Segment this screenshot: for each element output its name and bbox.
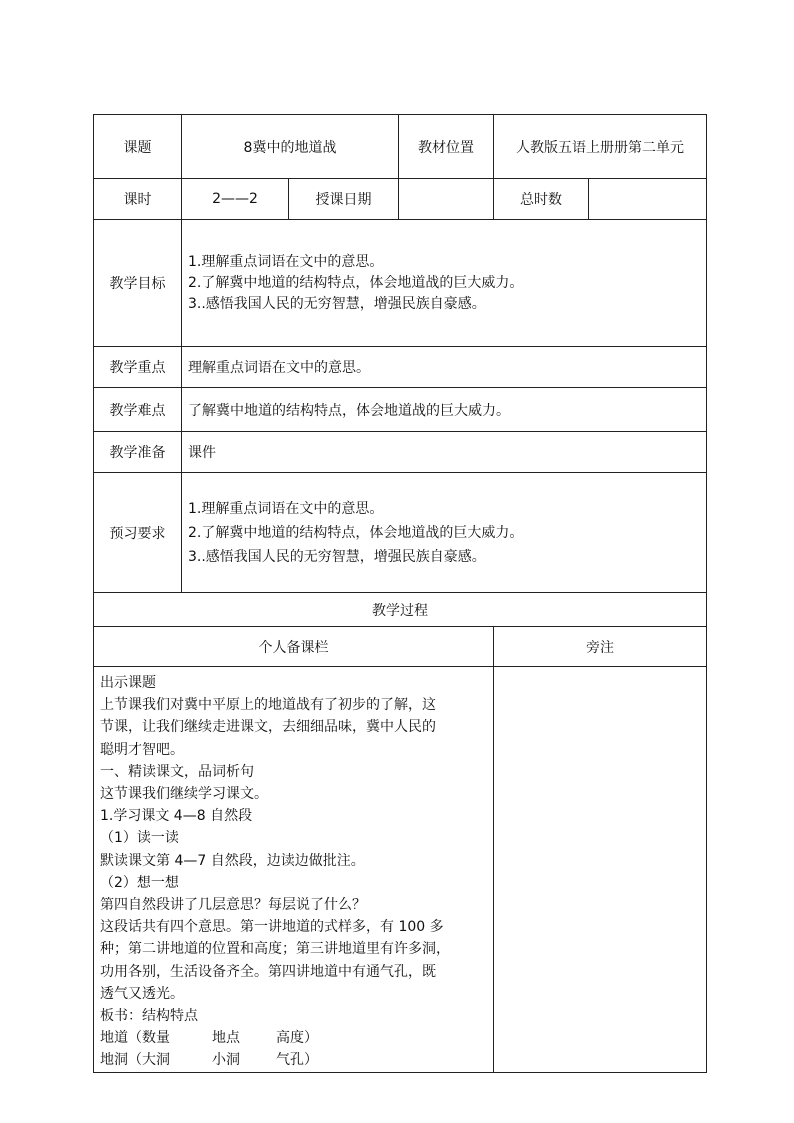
row-preview bbox=[94, 473, 707, 593]
process-line: 第四自然段讲了几层意思？每层说了什么？ bbox=[100, 897, 366, 914]
preparation-value: 课件 bbox=[182, 432, 707, 473]
process-line: 上节课我们对冀中平原上的地道战有了初步的了解，这 bbox=[100, 697, 436, 714]
lesson-plan-sheet bbox=[93, 114, 706, 1073]
process-col-main: 个人备课栏 bbox=[94, 627, 494, 667]
process-line: 1.学习课文 4—8 自然段 bbox=[100, 808, 253, 825]
row-process-header bbox=[94, 627, 707, 667]
process-line: 出示课题 bbox=[100, 675, 156, 691]
lesson-plan-table bbox=[93, 114, 707, 1073]
focus-value: 理解重点词语在文中的意思。 bbox=[182, 347, 707, 388]
preview-item: 3..感悟我国人民的无穷智慧，增强民族自豪感。 bbox=[188, 548, 486, 565]
process-col-notes: 旁注 bbox=[494, 627, 707, 667]
row-process-title bbox=[94, 593, 707, 627]
row-preparation bbox=[94, 432, 707, 473]
process-line: （1）读一读 bbox=[100, 830, 179, 847]
period-label: 课时 bbox=[94, 179, 182, 220]
goals-label: 教学目标 bbox=[94, 220, 182, 347]
process-line: （2）想一想 bbox=[100, 874, 179, 891]
process-line: 节课，让我们继续走进课文，去细细品味，冀中人民的 bbox=[100, 719, 436, 736]
period-value: 2——2 bbox=[182, 179, 289, 220]
board-cell: 小洞 bbox=[212, 1052, 240, 1069]
topic-value: 8冀中的地道战 bbox=[182, 115, 399, 179]
process-line: 默读课文第 4—7 自然段，边读边做批注。 bbox=[100, 852, 365, 869]
process-line: 聪明才智吧。 bbox=[100, 741, 184, 758]
date-label: 授课日期 bbox=[289, 179, 399, 220]
process-notes-content bbox=[494, 667, 707, 1073]
process-line: 功用各别，生活设备齐全。第四讲地道中有通气孔，既 bbox=[100, 963, 436, 980]
preview-label: 预习要求 bbox=[94, 473, 182, 593]
row-goals bbox=[94, 220, 707, 347]
board-cell: 地洞（大洞 bbox=[100, 1052, 170, 1069]
difficulty-value: 了解冀中地道的结构特点，体会地道战的巨大威力。 bbox=[182, 388, 707, 432]
board-row bbox=[100, 1049, 487, 1071]
goals-content bbox=[182, 220, 707, 347]
process-line: 透气又透光。 bbox=[100, 985, 184, 1002]
goal-item: 2.了解冀中地道的结构特点，体会地道战的巨大威力。 bbox=[188, 274, 524, 291]
board-cell: 高度） bbox=[276, 1030, 318, 1047]
preview-item: 1.理解重点词语在文中的意思。 bbox=[188, 500, 384, 517]
process-line: 一、精读课文，品词析句 bbox=[100, 763, 254, 780]
board-cell: 气孔） bbox=[276, 1052, 318, 1069]
row-topic bbox=[94, 115, 707, 179]
preview-item: 2.了解冀中地道的结构特点，体会地道战的巨大威力。 bbox=[188, 524, 524, 541]
process-line: 这段话共有四个意思。第一讲地道的式样多，有 100 多 bbox=[100, 919, 444, 936]
preview-content bbox=[182, 473, 707, 593]
textbook-label: 教材位置 bbox=[399, 115, 494, 179]
goal-item: 1.理解重点词语在文中的意思。 bbox=[188, 253, 384, 270]
focus-label: 教学重点 bbox=[94, 347, 182, 388]
goal-item: 3..感悟我国人民的无穷智慧，增强民族自豪感。 bbox=[188, 295, 486, 312]
process-line: 板书：结构特点 bbox=[100, 1008, 198, 1025]
row-process-body bbox=[94, 667, 707, 1073]
preparation-label: 教学准备 bbox=[94, 432, 182, 473]
topic-label: 课题 bbox=[94, 115, 182, 179]
row-period bbox=[94, 179, 707, 220]
date-value bbox=[399, 179, 494, 220]
process-line: 这节课我们继续学习课文。 bbox=[100, 786, 268, 803]
process-line: 种；第二讲地道的位置和高度；第三讲地道里有许多洞， bbox=[100, 941, 450, 958]
board-cell: 地点 bbox=[212, 1030, 240, 1047]
row-difficulty bbox=[94, 388, 707, 432]
difficulty-label: 教学难点 bbox=[94, 388, 182, 432]
process-title: 教学过程 bbox=[94, 593, 707, 627]
row-focus bbox=[94, 347, 707, 388]
board-row bbox=[100, 1027, 487, 1049]
total-value bbox=[589, 179, 707, 220]
total-label: 总时数 bbox=[494, 179, 589, 220]
textbook-value: 人教版五语上册册第二单元 bbox=[494, 115, 707, 179]
board-cell: 地道（数量 bbox=[100, 1030, 170, 1047]
process-main-content bbox=[94, 667, 494, 1073]
